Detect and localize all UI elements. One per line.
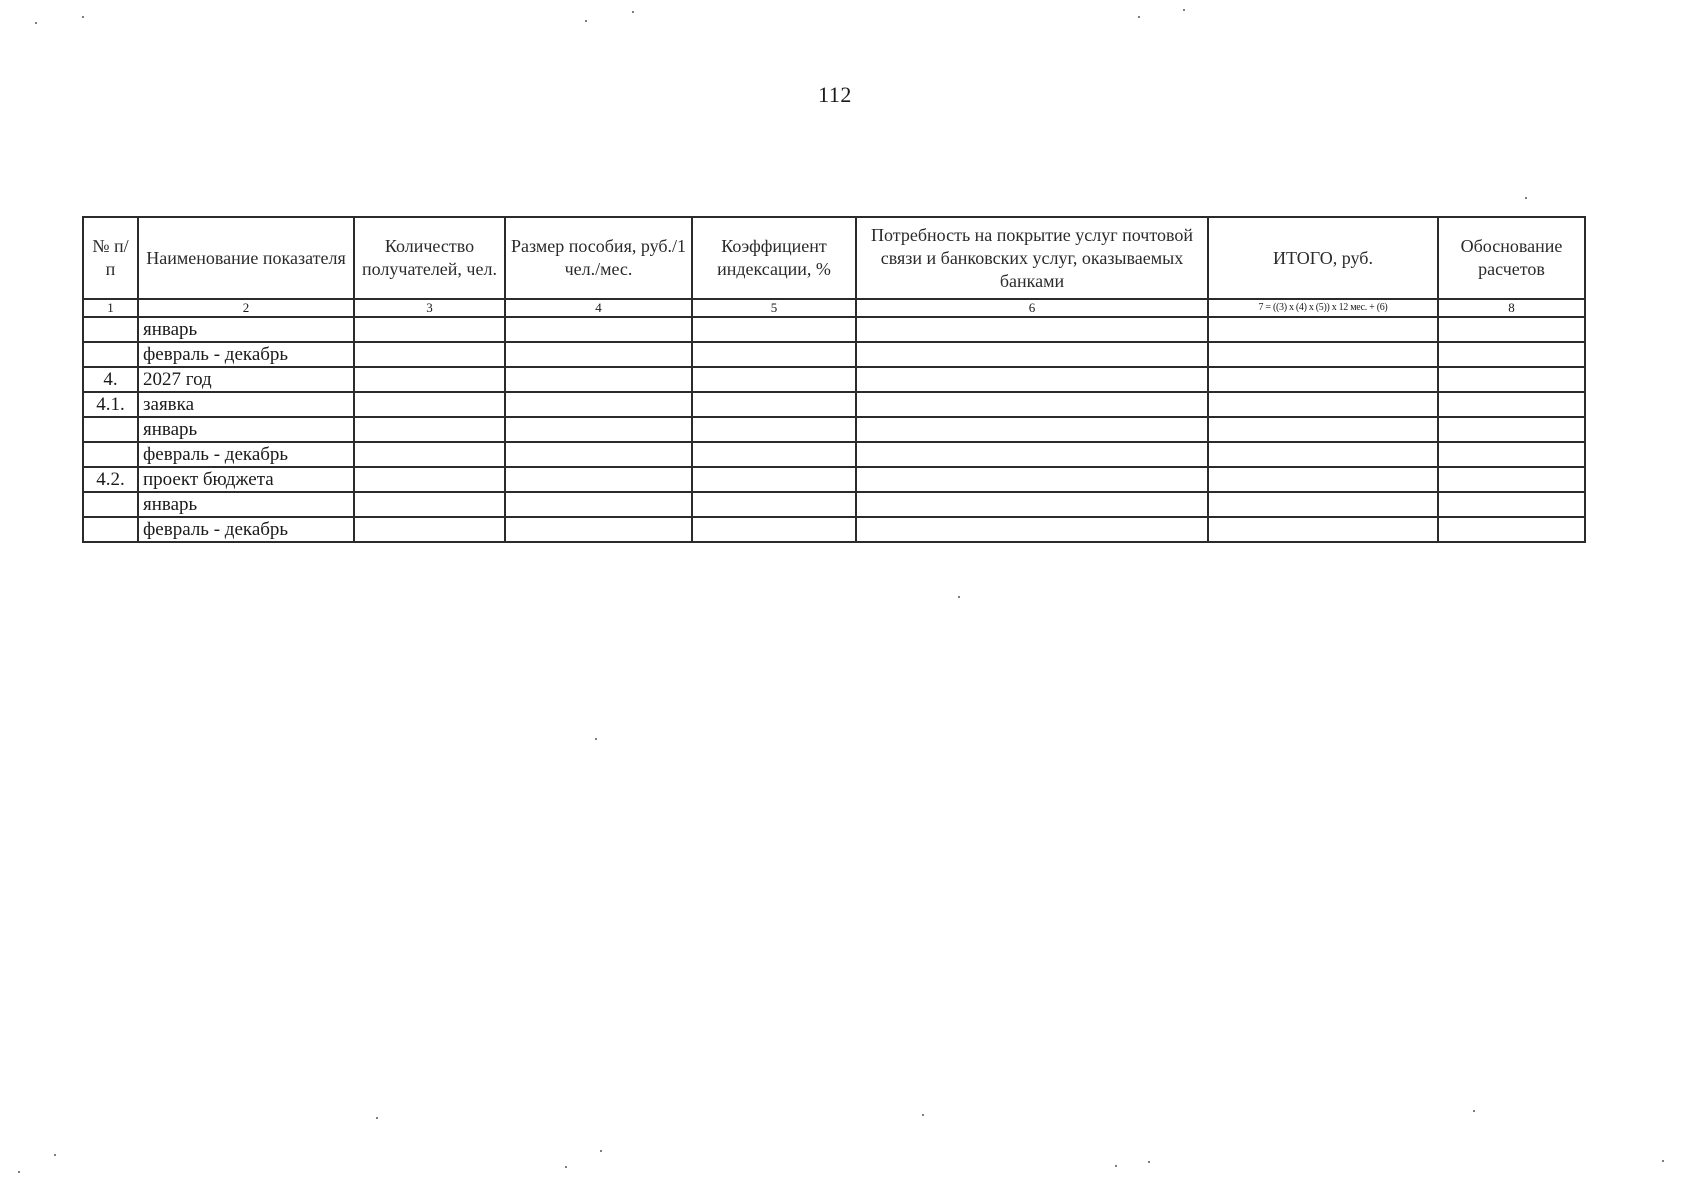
col-header-services-need: Потребность на покрытие услуг почтовой связи и банковских услуг, оказываемых банками: [856, 217, 1208, 299]
scan-speck: [1148, 1161, 1150, 1163]
col-header-justification: Обоснование расчетов: [1438, 217, 1585, 299]
row-name: заявка: [138, 392, 354, 417]
row-code: [83, 417, 138, 442]
table-cell: [1208, 442, 1438, 467]
table-row: [83, 342, 1585, 367]
row-name: февраль - декабрь: [138, 517, 354, 542]
column-number: 2: [138, 299, 354, 317]
table-cell: [1438, 367, 1585, 392]
table-cell: [1438, 517, 1585, 542]
row-code: [83, 317, 138, 342]
scan-speck: [595, 738, 597, 740]
col-header-recipients: Количество получателей, чел.: [354, 217, 505, 299]
table-cell: [1438, 492, 1585, 517]
table-cell: [1438, 467, 1585, 492]
table-cell: [856, 317, 1208, 342]
row-code: 4.: [83, 367, 138, 392]
row-code: [83, 442, 138, 467]
table-cell: [505, 442, 692, 467]
table-cell: [692, 342, 856, 367]
table-cell: [692, 492, 856, 517]
table-cell: [505, 317, 692, 342]
table-row: [83, 492, 1585, 517]
table-cell: [856, 392, 1208, 417]
table-cell: [692, 367, 856, 392]
table-cell: [1438, 317, 1585, 342]
column-number-row: [83, 299, 1585, 317]
table-cell: [505, 517, 692, 542]
scan-speck: [922, 1114, 924, 1116]
scan-speck: [82, 16, 84, 18]
table-row: [83, 392, 1585, 417]
budget-table-container: [82, 216, 1584, 543]
table-cell: [856, 467, 1208, 492]
table-cell: [856, 492, 1208, 517]
scan-speck: [565, 1166, 567, 1168]
table-cell: [505, 367, 692, 392]
scan-speck: [958, 596, 960, 598]
col-header-total: ИТОГО, руб.: [1208, 217, 1438, 299]
table-cell: [354, 392, 505, 417]
table-cell: [692, 442, 856, 467]
table-cell: [1208, 367, 1438, 392]
scan-speck: [18, 1171, 20, 1173]
table-row: [83, 442, 1585, 467]
table-cell: [505, 342, 692, 367]
scan-speck: [585, 20, 587, 22]
col-header-indicator-name: Наименование показателя: [138, 217, 354, 299]
table-cell: [1208, 342, 1438, 367]
page-number: 112: [818, 82, 852, 107]
row-code: [83, 492, 138, 517]
table-cell: [692, 417, 856, 442]
row-name: январь: [138, 417, 354, 442]
row-name: февраль - декабрь: [138, 442, 354, 467]
scan-speck: [600, 1150, 602, 1152]
table-cell: [1208, 467, 1438, 492]
table-row: [83, 467, 1585, 492]
table-cell: [856, 517, 1208, 542]
column-number-formula: 7 = ((3) х (4) х (5)) х 12 мес. + (6): [1208, 299, 1438, 317]
scan-speck: [1183, 9, 1185, 11]
row-name: январь: [138, 492, 354, 517]
table-cell: [856, 417, 1208, 442]
table-cell: [505, 492, 692, 517]
table-cell: [692, 467, 856, 492]
table-cell: [1438, 342, 1585, 367]
scan-speck: [1473, 1110, 1475, 1112]
table-row: [83, 317, 1585, 342]
row-code: [83, 517, 138, 542]
table-cell: [1438, 417, 1585, 442]
table-cell: [1438, 442, 1585, 467]
column-number: 3: [354, 299, 505, 317]
scan-speck: [35, 22, 37, 24]
table-cell: [1208, 492, 1438, 517]
table-cell: [354, 492, 505, 517]
table-cell: [354, 342, 505, 367]
column-number: 8: [1438, 299, 1585, 317]
table-cell: [354, 317, 505, 342]
column-number: 1: [83, 299, 138, 317]
table-cell: [692, 392, 856, 417]
table-cell: [354, 467, 505, 492]
table-cell: [856, 442, 1208, 467]
table-cell: [354, 442, 505, 467]
table-row: [83, 517, 1585, 542]
row-name: февраль - декабрь: [138, 342, 354, 367]
row-code: 4.1.: [83, 392, 138, 417]
col-header-number: № п/п: [83, 217, 138, 299]
table-cell: [856, 367, 1208, 392]
col-header-benefit-amount: Размер пособия, руб./1 чел./мес.: [505, 217, 692, 299]
scan-speck: [376, 1117, 378, 1119]
table-cell: [692, 517, 856, 542]
scan-speck: [1662, 1160, 1664, 1162]
column-number: 6: [856, 299, 1208, 317]
row-name: проект бюджета: [138, 467, 354, 492]
table-cell: [505, 417, 692, 442]
table-cell: [505, 392, 692, 417]
scan-speck: [54, 1154, 56, 1156]
scan-speck: [632, 11, 634, 13]
column-number: 5: [692, 299, 856, 317]
col-header-indexation: Коэффициент индексации, %: [692, 217, 856, 299]
row-name: 2027 год: [138, 367, 354, 392]
table-cell: [505, 467, 692, 492]
budget-table: [82, 216, 1586, 543]
scan-speck: [1138, 16, 1140, 18]
table-row: [83, 417, 1585, 442]
table-cell: [1438, 392, 1585, 417]
table-cell: [1208, 517, 1438, 542]
table-cell: [354, 517, 505, 542]
table-cell: [856, 342, 1208, 367]
table-cell: [1208, 317, 1438, 342]
scan-speck: [1115, 1165, 1117, 1167]
table-cell: [354, 367, 505, 392]
table-cell: [354, 417, 505, 442]
table-cell: [1208, 417, 1438, 442]
row-code: 4.2.: [83, 467, 138, 492]
table-cell: [1208, 392, 1438, 417]
table-cell: [692, 317, 856, 342]
header-row: [83, 217, 1585, 299]
column-number: 4: [505, 299, 692, 317]
table-row: [83, 367, 1585, 392]
row-name: январь: [138, 317, 354, 342]
row-code: [83, 342, 138, 367]
scan-speck: [1525, 197, 1527, 199]
